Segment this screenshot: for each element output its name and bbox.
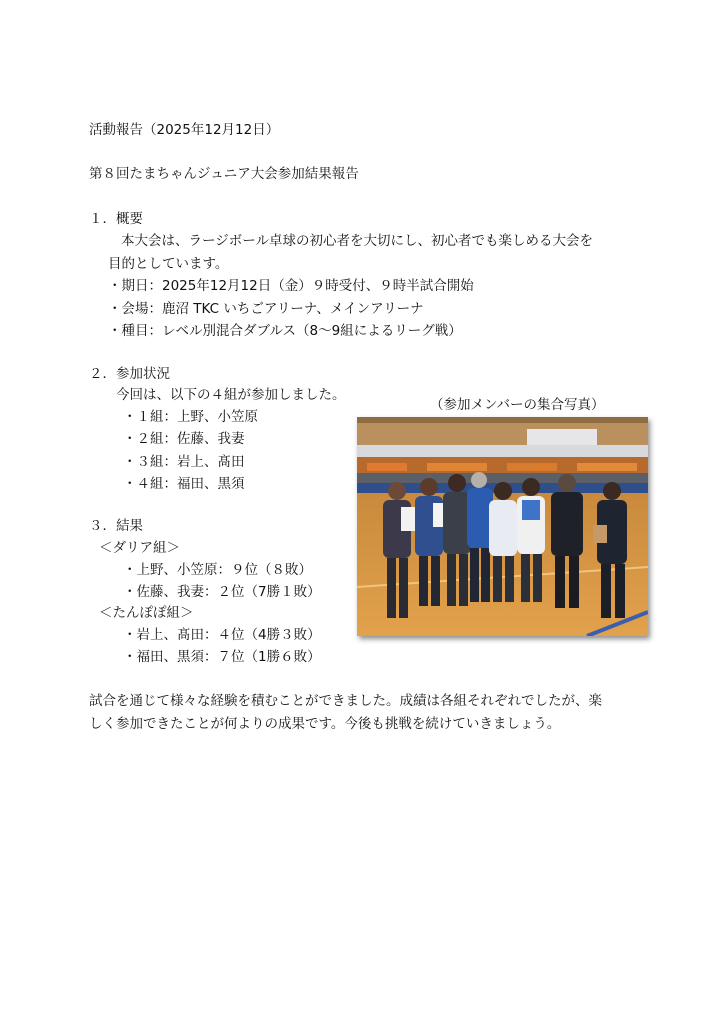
report-title: 第８回たまちゃんジュニア大会参加結果報告 — [89, 166, 359, 182]
dahlia-result-2: ・佐藤、我妻：２位（7勝１敗） — [123, 584, 321, 600]
section1-bullet-event: ・種目：レベル別混合ダブルス（8～9組によるリーグ戦） — [108, 323, 462, 339]
section2-group-4: ・４組：福田、黒須 — [123, 476, 245, 492]
section2-group-3: ・３組：岩上、髙田 — [123, 454, 245, 470]
closing-line1: 試合を通じて様々な経験を積むことができました。成績は各組それぞれでしたが、楽 — [89, 693, 602, 709]
section1-intro-line1: 本大会は、ラージボール卓球の初心者を大切にし、初心者でも楽しめる大会を — [121, 233, 593, 249]
section1-intro-line2: 目的としています。 — [108, 256, 229, 272]
dandelion-label: ＜たんぽぽ組＞ — [99, 605, 194, 621]
section1-heading: １．概要 — [89, 211, 143, 227]
section2-intro: 今回は、以下の４組が参加しました。 — [116, 387, 346, 403]
closing-line2: しく参加できたことが何よりの成果です。今後も挑戦を続けていきましょう。 — [89, 716, 561, 732]
report-header: 活動報告（2025年12月12日） — [89, 122, 280, 138]
section1-bullet-venue: ・会場：鹿沼 TKC いちごアリーナ、メインアリーナ — [108, 301, 424, 317]
dandelion-result-2: ・福田、黒須：７位（1勝６敗） — [123, 649, 321, 665]
section2-group-1: ・１組：上野、小笠原 — [123, 409, 258, 425]
section2-group-2: ・２組：佐藤、我妻 — [123, 431, 245, 447]
dandelion-result-1: ・岩上、髙田：４位（4勝３敗） — [123, 627, 321, 643]
dahlia-label: ＜ダリア組＞ — [99, 540, 180, 556]
photo-caption: （参加メンバーの集合写真） — [430, 397, 605, 413]
section2-heading: ２．参加状況 — [89, 366, 170, 382]
group-photo — [357, 417, 648, 636]
section1-bullet-date: ・期日：2025年12月12日（金）９時受付、９時半試合開始 — [108, 278, 474, 294]
section3-heading: ３．結果 — [89, 518, 143, 534]
dahlia-result-1: ・上野、小笠原：９位（８敗） — [123, 562, 312, 578]
